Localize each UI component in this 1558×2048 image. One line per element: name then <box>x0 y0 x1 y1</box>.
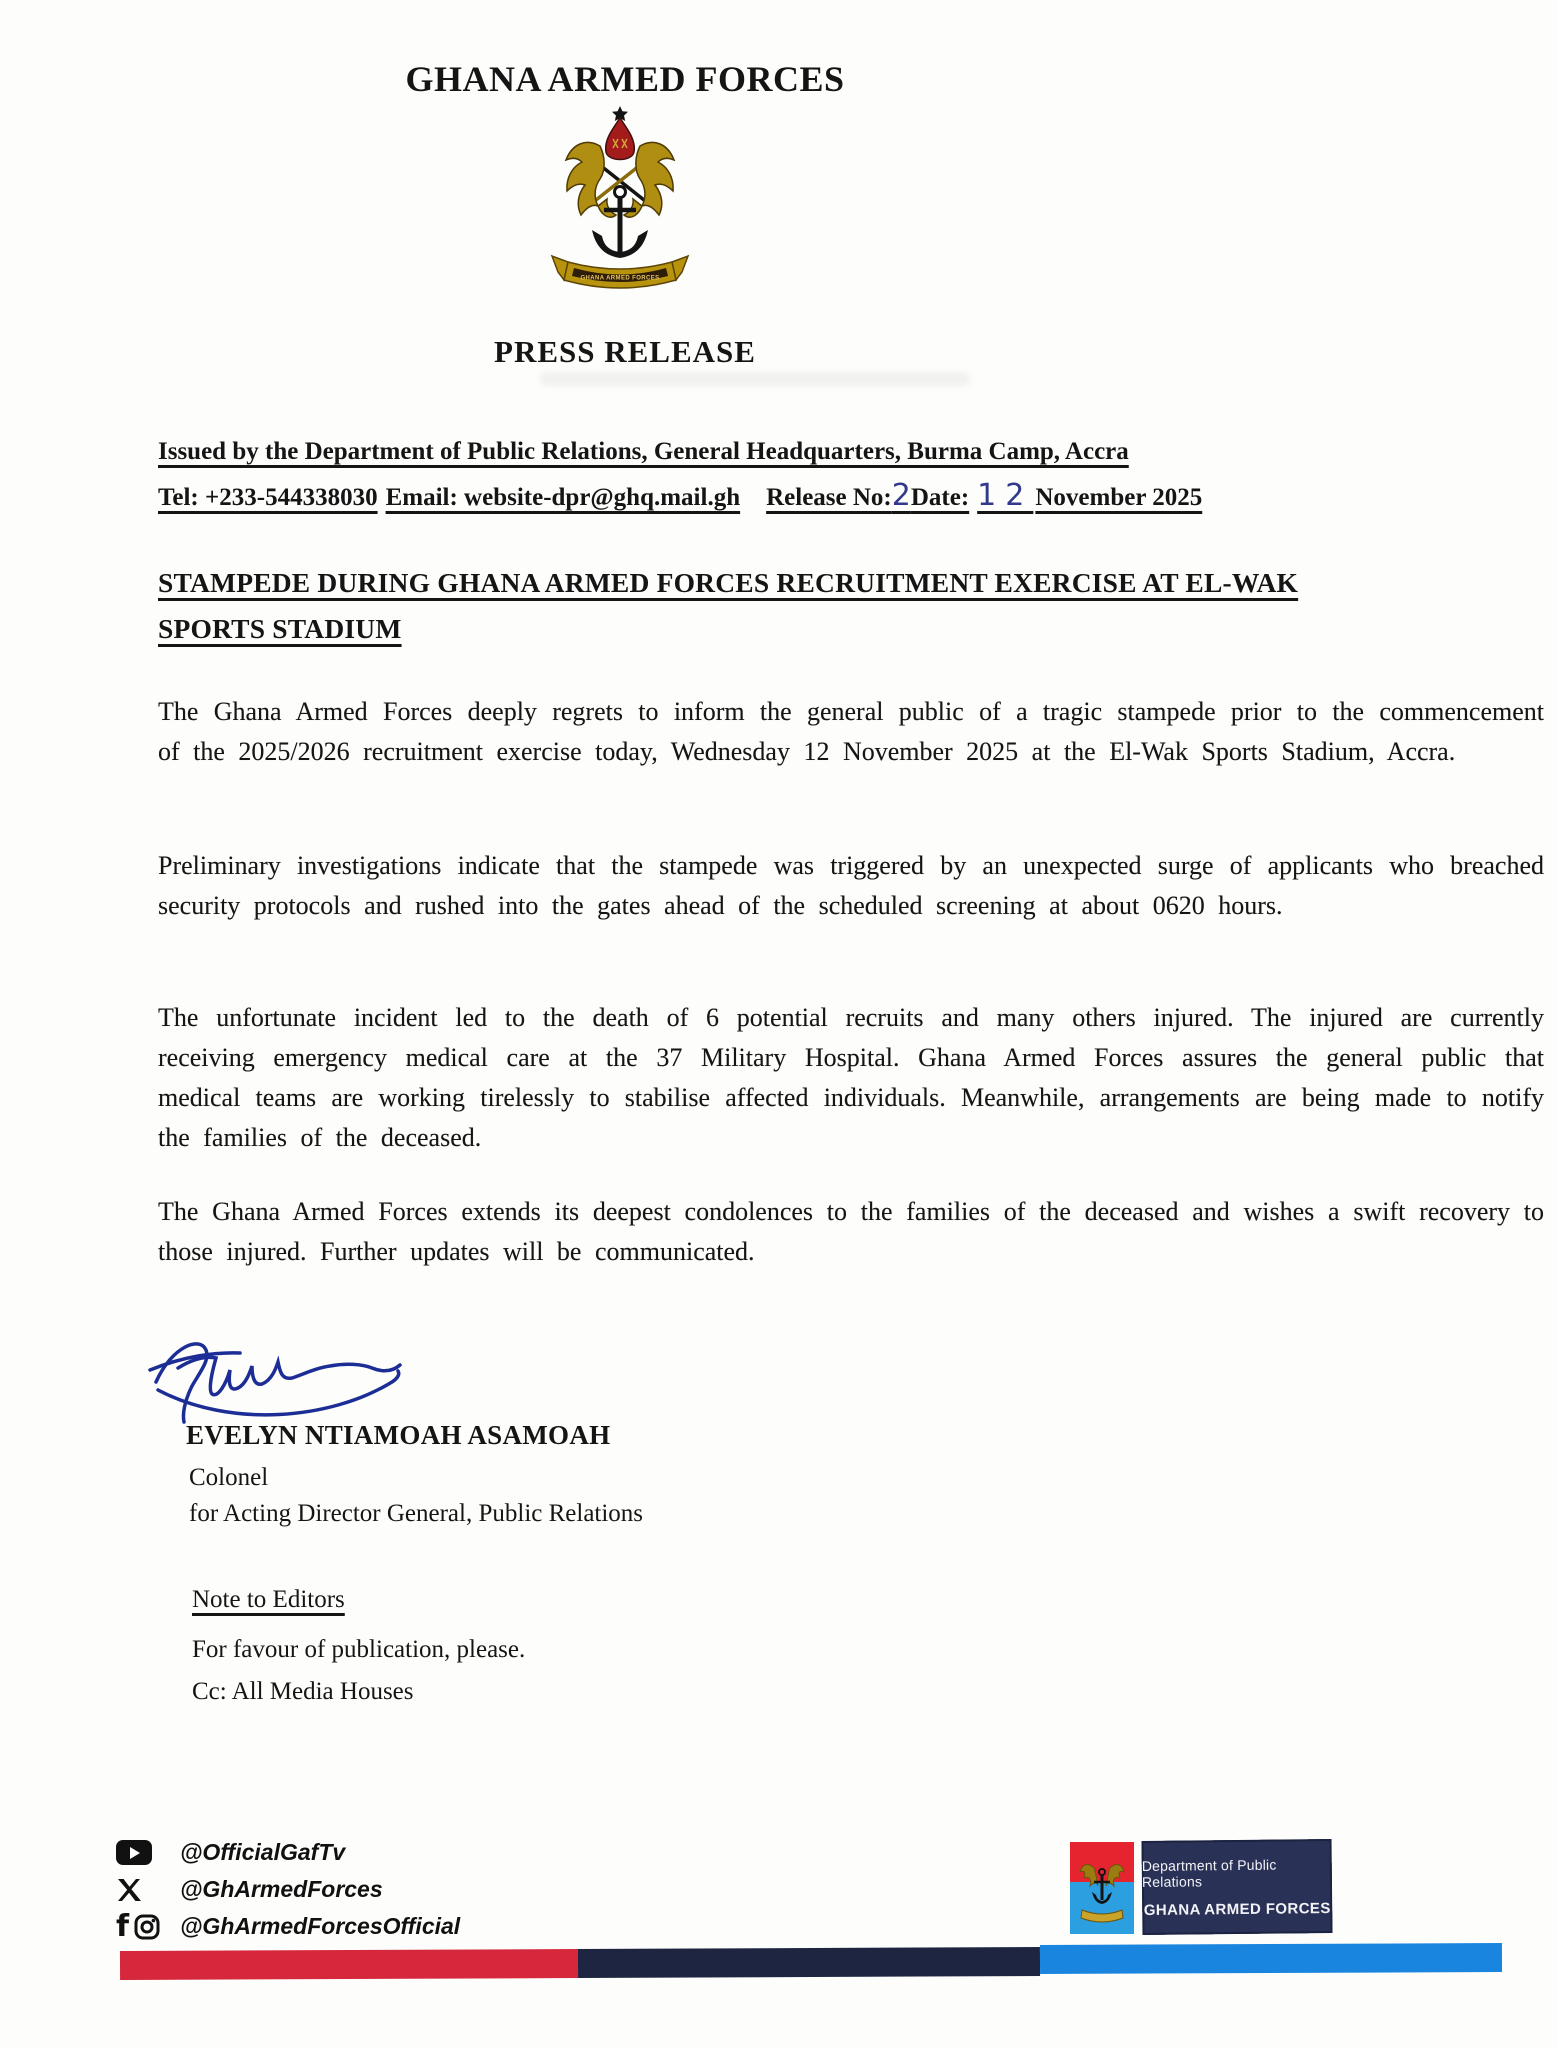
signatory-rank: Colonel <box>189 1464 269 1491</box>
org-title: GHANA ARMED FORCES <box>405 59 845 99</box>
tel-label: Tel: +233-544338030 <box>158 484 378 511</box>
contact-line <box>158 478 1203 513</box>
scan-bleedthrough-artifact <box>540 372 970 386</box>
department-badge-line1: Department of Public Relations <box>1141 1856 1277 1890</box>
note-to-editors-heading: Note to Editors <box>192 1586 345 1613</box>
date-day-handwritten: 12 <box>977 478 1034 513</box>
release-no-handwritten: 2 <box>891 478 911 513</box>
social-handle: @GhArmedForces <box>180 1876 383 1902</box>
social-handle: @GhArmedForcesOfficial <box>180 1913 461 1939</box>
date-rest: November 2025 <box>1035 484 1203 511</box>
social-media-block <box>116 1834 460 1945</box>
issued-by-line: Issued by the Department of Public Relations, General Headquarters, Burma Camp, Accra <box>158 438 1129 465</box>
crest-banner <box>552 256 688 288</box>
crest-banner-text: GHANA ARMED FORCES <box>580 275 660 282</box>
doc-type-title: PRESS RELEASE <box>494 334 756 369</box>
social-row-x <box>116 1871 460 1908</box>
note-line: For favour of publication, please. <box>192 1636 526 1663</box>
note-line: Cc: All Media Houses <box>192 1678 414 1705</box>
department-badge <box>1142 1839 1333 1935</box>
body-paragraph: The unfortunate incident led to the death of 6 potential recruits and many others injured. The injured are currently receiving emergency medical care at the 37 Military Hospital. Ghana Armed Forces assures the general public that medical teams are working tirelessly to stabilise affected individuals. Meanwhile, arrangements are being made to notify the families of the deceased. <box>158 1003 1544 1152</box>
dpr-flag-logo <box>1070 1842 1134 1934</box>
x-icon <box>116 1877 142 1903</box>
signatory-name: EVELYN NTIAMOAH ASAMOAH <box>186 1420 611 1450</box>
stripe-navy-segment <box>578 1947 1040 1978</box>
social-row-facebook-instagram <box>116 1908 460 1945</box>
department-badge-line2: GHANA ARMED FORCES <box>1143 1899 1331 1919</box>
footer-tricolor-stripe <box>120 1945 1502 1980</box>
release-no-label: Release No: <box>766 484 892 511</box>
body-paragraph: The Ghana Armed Forces extends its deepest condolences to the families of the deceased and wishes a swift recovery to those injured. Further updates will be communicated. <box>158 1197 1544 1266</box>
facebook-icon: f <box>116 1909 130 1944</box>
body-paragraph: Preliminary investigations indicate that the stampede was triggered by an unexpected surge of applicants who breached security protocols and rushed into the gates ahead of the scheduled screening at about 0620 hours. <box>158 851 1544 920</box>
signatory-for-line: for Acting Director General, Public Relations <box>189 1500 644 1527</box>
headline-line-2: SPORTS STADIUM <box>158 613 402 644</box>
stripe-red-segment <box>120 1949 578 1980</box>
email-label: Email: website-dpr@ghq.mail.gh <box>385 484 741 511</box>
instagram-icon <box>134 1914 160 1940</box>
body-paragraph: The Ghana Armed Forces deeply regrets to inform the general public of a tragic stampede prior to the commencement of the 2025/2026 recruitment exercise today, Wednesday 12 November 2025 at the El-Wak Sports Stadium, Accra. <box>158 697 1544 766</box>
headline-line-1: STAMPEDE DURING GHANA ARMED FORCES RECRUITMENT EXERCISE AT EL-WAK <box>158 567 1299 598</box>
social-handle: @OfficialGafTv <box>180 1839 346 1865</box>
date-label: Date: <box>910 484 970 511</box>
youtube-icon <box>116 1840 152 1865</box>
issued-by-block <box>158 438 1202 525</box>
headline <box>158 560 1298 652</box>
ghana-armed-forces-crest-logo <box>540 104 700 304</box>
handwritten-signature <box>140 1328 450 1432</box>
stripe-blue-segment <box>1040 1943 1502 1974</box>
social-row-youtube <box>116 1834 460 1871</box>
